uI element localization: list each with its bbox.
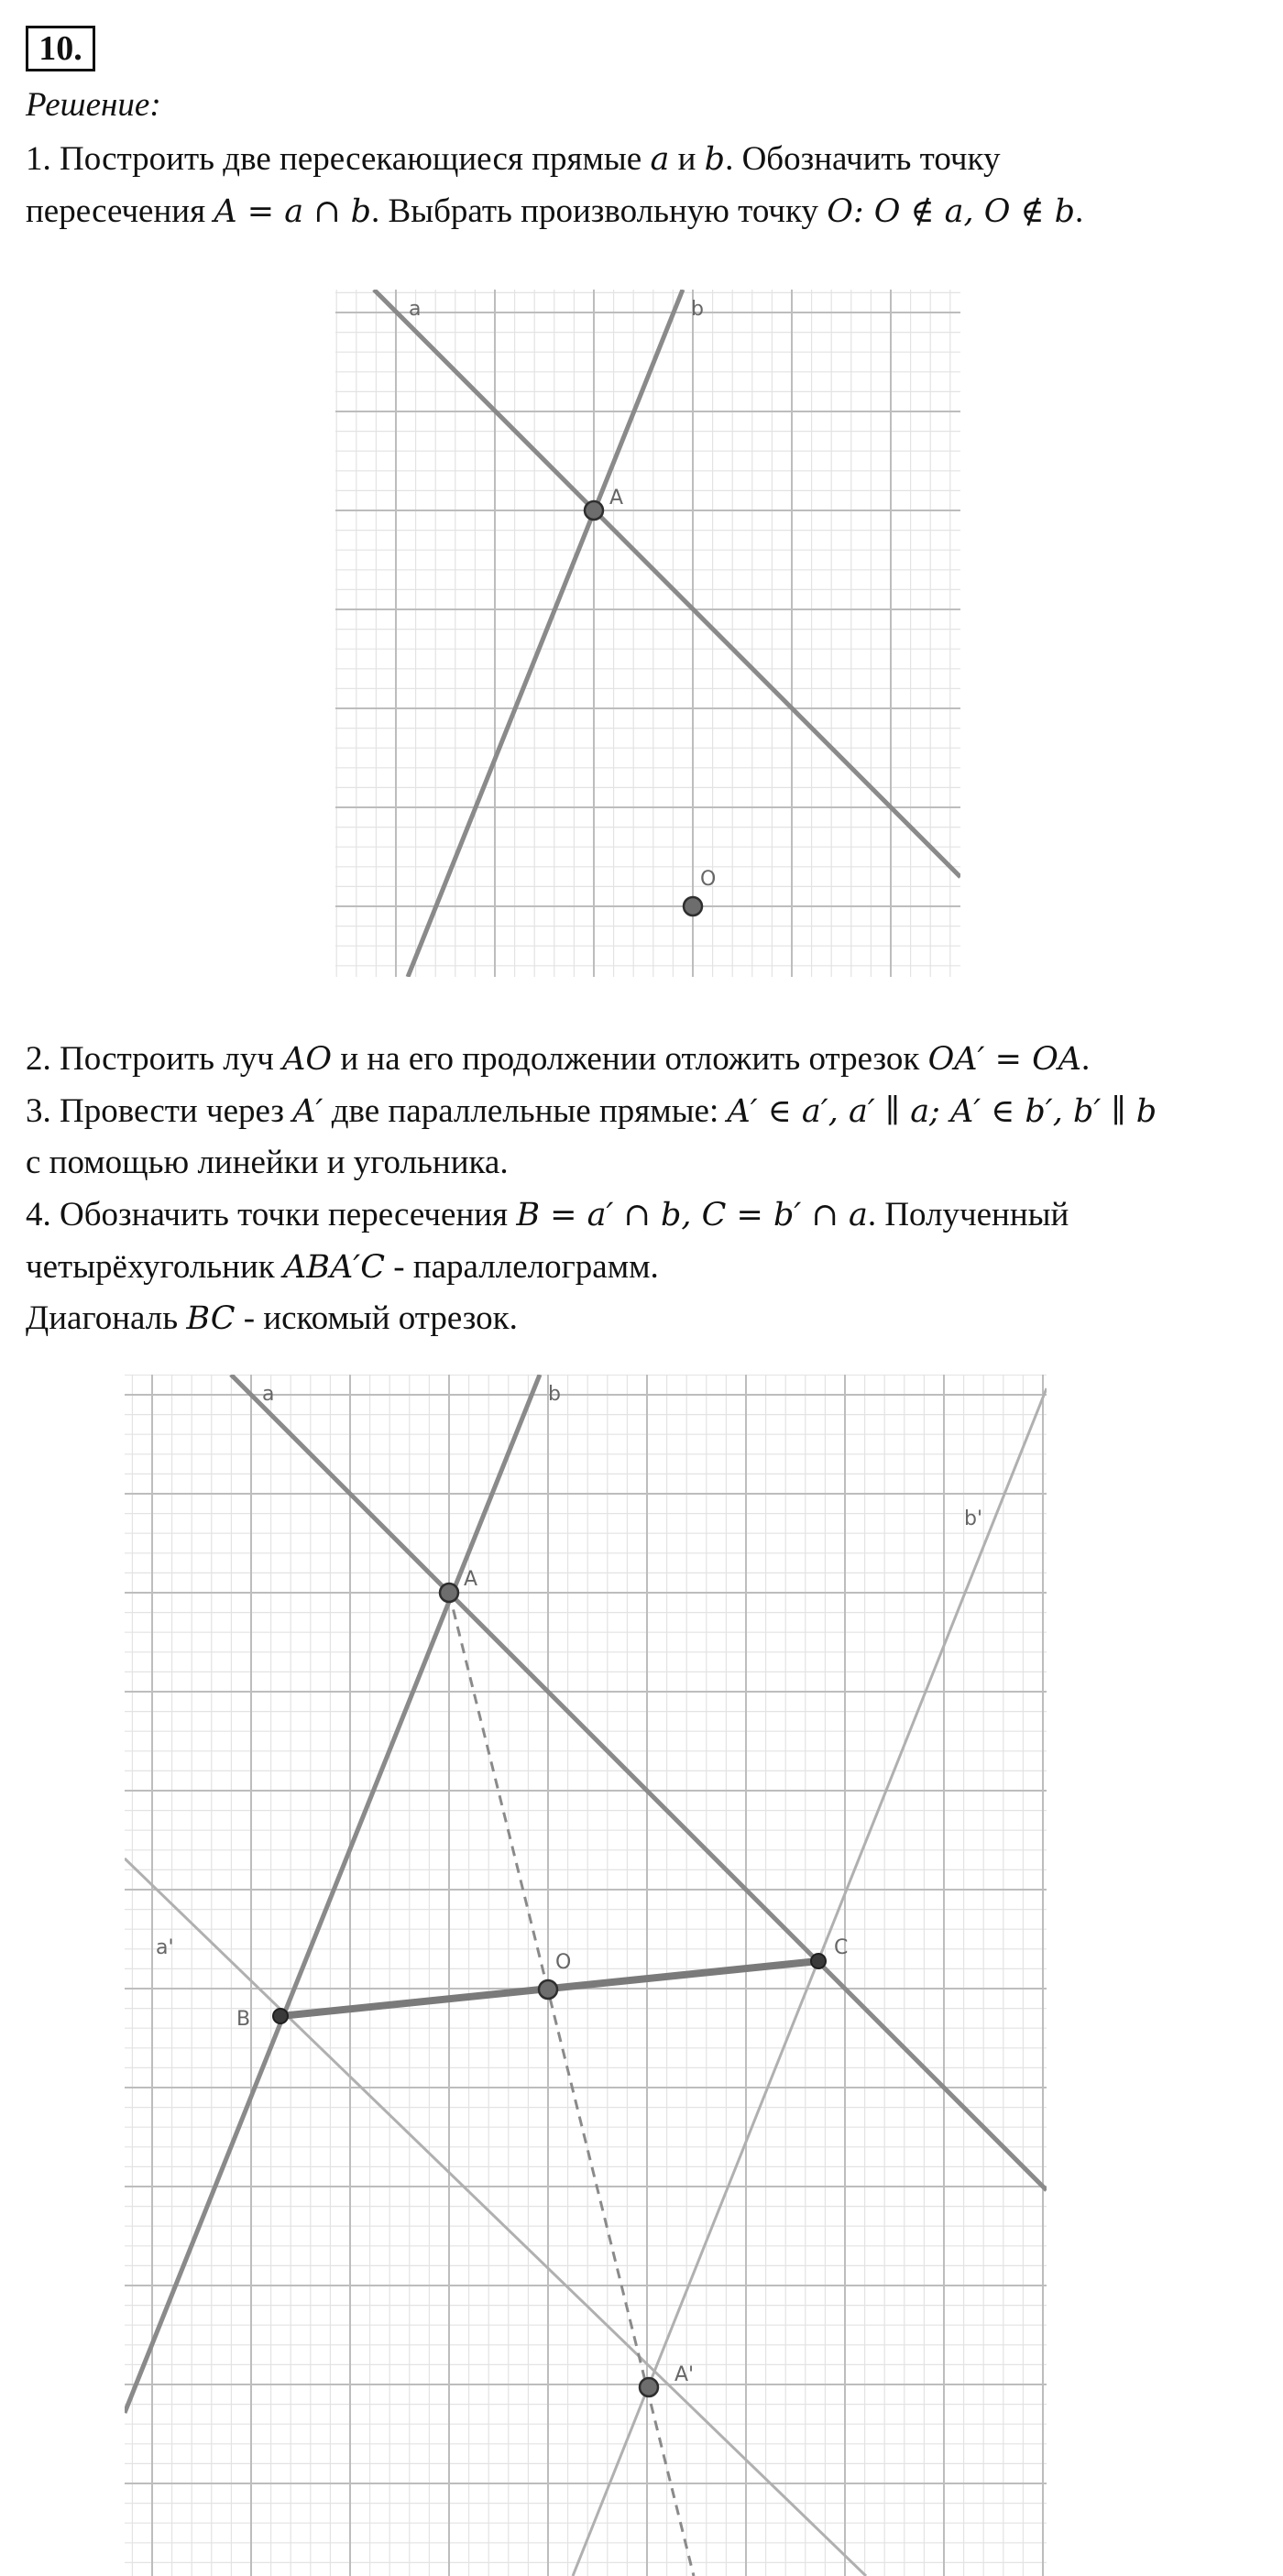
conclusion-prefix: Диагональ bbox=[26, 1299, 187, 1337]
problem-number: 10. bbox=[26, 26, 95, 71]
label-b-prime: b' bbox=[964, 1507, 983, 1530]
label-O: O bbox=[555, 1951, 572, 1974]
step1-prefix: 1. Построить две пересекающиеся прямые bbox=[26, 140, 651, 178]
point-A-prime bbox=[640, 2378, 658, 2396]
label-B: B bbox=[236, 2008, 251, 2031]
step1-condition: O: O ∉ a, O ∉ b bbox=[827, 193, 1076, 230]
figure2-major-grid bbox=[125, 1375, 1047, 2576]
figure1-minor-grid bbox=[335, 290, 960, 977]
point-B bbox=[273, 2009, 288, 2023]
label-b: b bbox=[548, 1383, 561, 1406]
step4-suffix: . Полученный bbox=[867, 1196, 1069, 1233]
label-C: C bbox=[834, 1936, 849, 1959]
step3-line2: с помощью линейки и угольника. bbox=[26, 1144, 509, 1181]
step1-and: и bbox=[669, 140, 705, 178]
step4-line1 bbox=[26, 1189, 1069, 1242]
step3-prefix: 3. Провести через bbox=[26, 1092, 293, 1130]
step1-var-a: a bbox=[650, 141, 670, 178]
step4-line2-suffix: - параллелограмм. bbox=[385, 1248, 659, 1286]
step1-intersection: A = a ∩ b bbox=[214, 193, 372, 230]
solution-heading: Решение: bbox=[26, 86, 161, 124]
line-A-A-prime-dashed bbox=[449, 1593, 694, 2576]
step4-quad: ABA′C bbox=[283, 1249, 386, 1286]
point-O bbox=[539, 1980, 557, 1999]
step4-line2 bbox=[26, 1241, 659, 1294]
label-a: a bbox=[409, 298, 422, 321]
step1-line2 bbox=[26, 185, 1083, 238]
step2-prefix: 2. Построить луч bbox=[26, 1040, 283, 1078]
label-O: O bbox=[700, 868, 717, 891]
step2-end: . bbox=[1081, 1040, 1091, 1078]
point-A bbox=[585, 501, 603, 520]
step3-cond: A′ ∈ a′, a′ ∥ a; A′ ∈ b′, b′ ∥ b bbox=[727, 1093, 1157, 1130]
point-C bbox=[811, 1954, 826, 1968]
figure-1 bbox=[335, 290, 960, 977]
label-A: A bbox=[464, 1568, 478, 1591]
step1-line2-mid: . Выбрать произвольную точку bbox=[371, 192, 828, 230]
line-a bbox=[374, 290, 960, 877]
step1-line1 bbox=[26, 133, 1000, 186]
label-A: A bbox=[609, 487, 624, 510]
label-a-prime: a' bbox=[156, 1936, 174, 1959]
step4-points: B = a′ ∩ b, C = b′ ∩ a bbox=[516, 1197, 868, 1233]
step4-line2-prefix: четырёхугольник bbox=[26, 1248, 284, 1286]
step1-var-b: b bbox=[704, 141, 726, 178]
conclusion-diag: BC bbox=[186, 1300, 236, 1337]
label-A-prime: A' bbox=[674, 2363, 695, 2386]
point-O bbox=[684, 897, 702, 915]
point-A bbox=[440, 1584, 458, 1602]
step3-mid: две параллельные прямые: bbox=[323, 1092, 728, 1130]
step4-prefix: 4. Обозначить точки пересечения bbox=[26, 1196, 517, 1233]
step3-point: A′ bbox=[292, 1093, 323, 1130]
step2-line bbox=[26, 1033, 1090, 1086]
step2-ray: AO bbox=[282, 1041, 333, 1078]
step2-mid: и на его продолжении отложить отрезок bbox=[332, 1040, 928, 1078]
label-b: b bbox=[691, 298, 704, 321]
step3-line1 bbox=[26, 1085, 1157, 1138]
label-a: a bbox=[262, 1383, 275, 1406]
conclusion-suffix: - искомый отрезок. bbox=[235, 1299, 518, 1337]
figure1-major-grid bbox=[335, 290, 960, 977]
step1-suffix: . Обозначить точку bbox=[725, 140, 1001, 178]
line-b bbox=[125, 1375, 540, 2413]
conclusion-line bbox=[26, 1292, 518, 1345]
line-b bbox=[408, 290, 683, 977]
figure-2 bbox=[125, 1375, 1047, 2576]
figure2-minor-grid bbox=[125, 1375, 1047, 2576]
step1-line2-prefix: пересечения bbox=[26, 192, 214, 230]
step1-line2-end: . bbox=[1075, 192, 1084, 230]
step2-segment: OA′ = OA bbox=[927, 1041, 1082, 1078]
